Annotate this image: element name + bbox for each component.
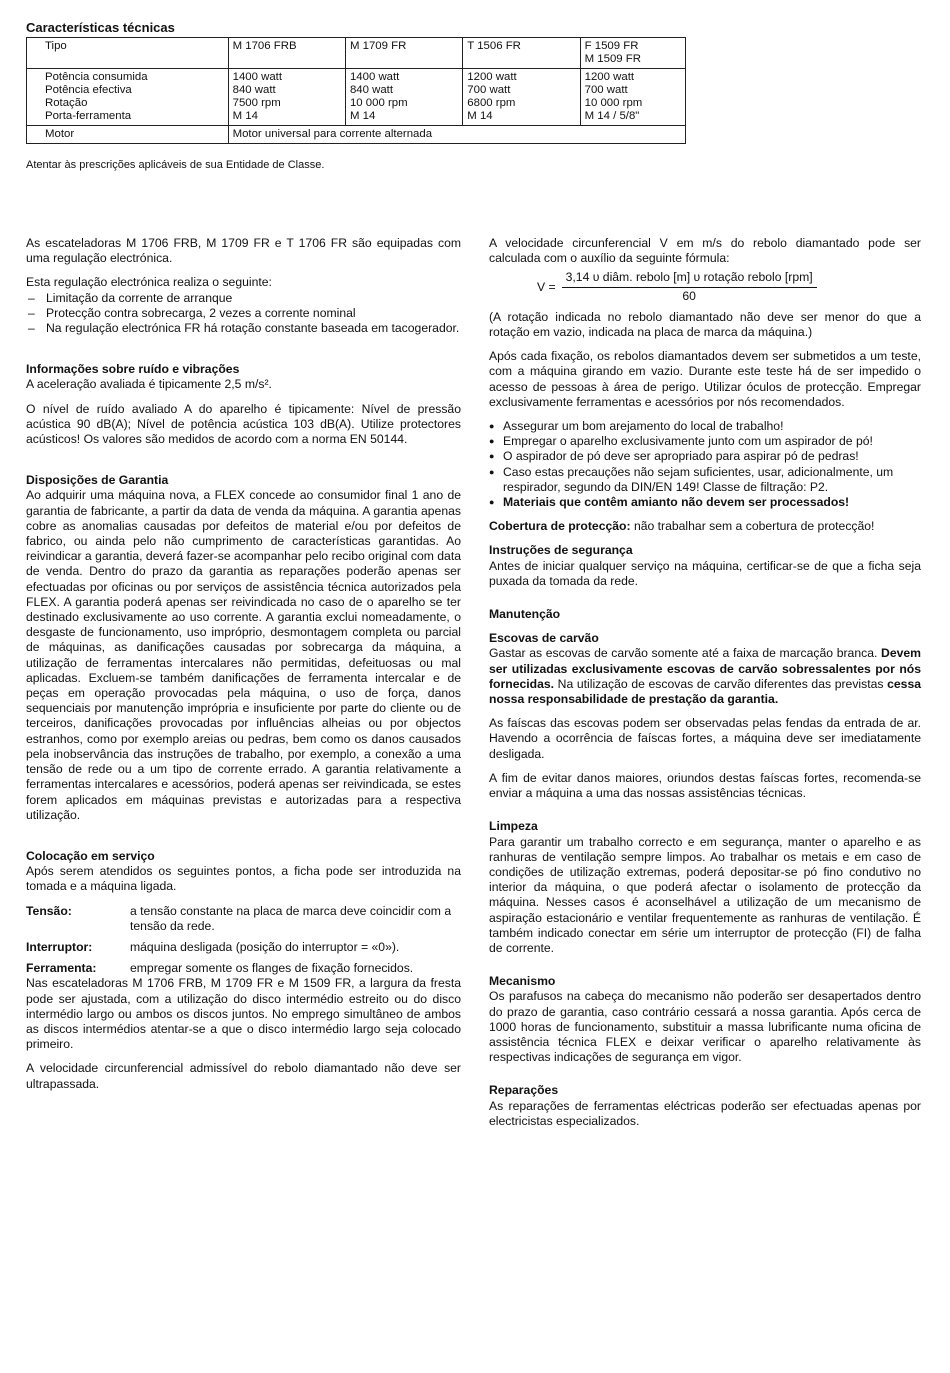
brush-text-2: Na utilização de escovas de carvão diferentes das previstas <box>557 676 884 691</box>
spec-value: M 14 <box>467 110 493 122</box>
service-heading: Colocação em serviço <box>26 848 155 863</box>
noise-heading: Informações sobre ruído e vibrações <box>26 362 240 377</box>
model-name: M 1706 FRB <box>228 38 345 69</box>
spec-value: M 14 <box>232 110 258 122</box>
spec-value: 1400 watt <box>232 71 283 83</box>
formula-numerator: 3,14 υ diâm. rebolo [m] υ rotação rebolo [rpm] <box>562 270 817 287</box>
spec-value: 1200 watt <box>584 71 635 83</box>
spec-label: Potência consumida <box>45 71 148 83</box>
model-name-line: M 1509 FR <box>584 53 641 65</box>
specs-note: Atentar às prescrições aplicáveis de sua Entidade de Classe. <box>26 159 325 171</box>
maintenance-heading: Manutenção <box>489 607 561 622</box>
repairs-paragraph: As reparações de ferramentas eléctricas poderão ser efectuadas apenas por electricistas especializados. <box>489 1098 921 1128</box>
spec-label: Rotação <box>45 97 88 109</box>
sparks-paragraph: As faíscas das escovas podem ser observadas pelas fendas da entrada de ar. Havendo a ocorrência de faíscas fortes, a máquina deve ser imediatamente desligada. <box>489 716 921 761</box>
switch-item <box>26 940 461 955</box>
service-paragraph: Após serem atendidos os seguintes pontos, a ficha pode ser introduzida na tomada e a máquina ligada. <box>26 864 461 894</box>
spec-value: 10 000 rpm <box>584 97 643 109</box>
spec-values <box>228 69 345 126</box>
fixation-paragraph: Após cada fixação, os rebolos diamantados devem ser submetidos a um teste, com a máquina girando em vazio. Durante este teste há de ser impedido o acesso de pessoas à área de perigo. Utilizar óculos de protecção. Empregar exclusivamente ferramentas e acessórios por nós recomendados. <box>489 349 921 409</box>
sparks-paragraph-2: A fim de evitar danos maiores, oriundos destas faíscas fortes, recomenda-se enviar a máquina a uma das nossas assistências técnicas. <box>489 770 921 801</box>
spec-value: M 14 <box>349 110 376 122</box>
brush-text-1: Gastar as escovas de carvão somente até a faixa de marcação branca. <box>489 646 878 661</box>
motor-label: Motor <box>27 126 229 144</box>
cover-text: não trabalhar sem a cobertura de protecção! <box>633 519 875 534</box>
safety-bullets <box>489 419 921 510</box>
switch-text: máquina desligada (posição do interruptor = «0»). <box>130 939 400 954</box>
spec-value: 6800 rpm <box>467 97 516 109</box>
tool-paragraph: Nas escateladoras M 1706 FRB, M 1709 FR e M 1509 FR, a largura da fresta pode ser ajustada, com a utilização do disco intermédio estreito ou do disco intermédio largo ou ambos os discos juntos. No emprego simultâneo de ambos as discos intermédios atentar-se a que o disco intermédio largo seja colocado primeiro. <box>26 976 461 1052</box>
brush-paragraph <box>489 646 921 707</box>
repairs-heading: Reparações <box>489 1083 559 1098</box>
cover-label: Cobertura de protecção: <box>489 519 631 534</box>
list-item: – Na regulação electrónica FR há rotação constante baseada em tacogerador. <box>26 321 461 336</box>
specs-header-row <box>27 38 686 69</box>
specs-motor-row <box>27 126 686 144</box>
spec-label: Porta-ferramenta <box>45 110 132 122</box>
spec-value: 840 watt <box>232 84 276 96</box>
spec-values <box>463 69 580 126</box>
regulation-list <box>26 291 461 337</box>
spec-labels <box>27 69 229 126</box>
cleaning-paragraph: Para garantir um trabalho correcto e em segurança, manter o aparelho e as ranhuras de ventilação sempre limpos. Ao trabalhar os metais e em caso de condições de utilização extremas, poderá depositar-se pó fino condutivo no interior da máquina, o que poderá afectar o isolamento de protecção da máquina. Nesses casos é aconselhável a utilização de um mecanismo de aspiração estacionário e ventilar frequentemente as ranhuras de ventilação. É também indicado conectar em série um interruptor de protecção (FI) de falha de corrente. <box>489 834 921 955</box>
type-label: Tipo <box>27 38 229 69</box>
warranty-paragraph: Ao adquirir uma máquina nova, a FLEX concede ao consumidor final 1 ano de garantia de fabricante, a partir da data de venda da máquina. A garantia apenas cobre as anomalias causadas por defeitos de material e/ou por defeitos de fabrico, ou ainda pelo não cumprimento de características garantidas. Ao reivindicar a garantia, deverá fazer-se acompanhar pelo recibo original com data de venda. Dentro do prazo da garantia as reparações poderão apenas ser efectuadas por oficinas ou por serviços de assistência técnica autorizados pela FLEX. A garantia poderá apenas ser reivindicada no caso de o aparelho se ter destinado exclusivamente ao uso corrente. A garantia exclui nomeadamente, o desgaste de funcionamento, uso impróprio, desmontagem completa ou parcial de máquinas, as danificações causadas por sobrecarga da máquina, a utilização de ferramentas intercalares não permitidas, defeituosas ou mal aplicadas. Excluem-se também danificações de ferramenta intercalar e de peças em operação provocadas pela máquina, o uso de força, danos sequenciais por manutenção imprópria e insuficiente por parte do cliente ou de terceiros, danificações provocadas por influências alheias ou por objectos estranhos, como por exemplo areias ou pedras, bem como os danos causados pela inobservância das instruções de trabalho, por exemplo, a conexão a uma tensão de rede ou a um tipo de corrente errado. A garantia relativamente a ferramentas intercalares e acessórios, poderá apenas ser reivindicada, se estes forem aplicados em máquinas previstas e autorizadas para a respectiva utilização. <box>26 488 461 822</box>
tension-text: a tensão constante na placa de marca deve coincidir com a tensão da rede. <box>130 903 452 933</box>
model-name <box>580 38 685 69</box>
list-item: ● Caso estas precauções não sejam suficientes, usar, adicionalmente, um respirador, segundo da DIN/EN 149! Classe de filtração: P2. <box>489 465 921 495</box>
spec-values <box>345 69 462 126</box>
formula-denominator: 60 <box>682 288 696 303</box>
noise-acceleration: A aceleração avaliada é tipicamente 2,5 m/s². <box>26 377 272 392</box>
list-item: – Protecção contra sobrecarga, 2 vezes a corrente nominal <box>26 306 461 321</box>
brush-heading: Escovas de carvão <box>489 631 599 646</box>
brush-bold-1: Devem ser utilizadas exclusivamente escovas de carvão sobressalentes por nós fornecidas. <box>489 646 921 691</box>
tension-item <box>26 904 461 934</box>
spec-value: 1400 watt <box>349 71 400 83</box>
formula-fraction <box>562 270 817 303</box>
mechanism-heading: Mecanismo <box>489 974 556 989</box>
noise-paragraph: O nível de ruído avaliado A do aparelho é tipicamente: Nível de pressão acústica 90 dB(A); Nível de potência acústica 103 dB(A). Utilize protectores acústicos! Os valores são medidos de acordo com a norma EN 50144. <box>26 401 461 447</box>
list-item: – Limitação da corrente de arranque <box>26 291 461 306</box>
list-item: ● Assegurar um bom arejamento do local de trabalho! <box>489 419 921 434</box>
left-column <box>26 236 461 1101</box>
speed-note: A velocidade circunferencial admissível do rebolo diamantado não deve ser ultrapassada. <box>26 1061 461 1091</box>
spec-value: 700 watt <box>584 84 628 96</box>
list-item: ● Empregar o aparelho exclusivamente junto com um aspirador de pó! <box>489 434 921 449</box>
intro-paragraph: As escateladoras M 1706 FRB, M 1709 FR e T 1706 FR são equipadas com uma regulação electrónica. <box>26 236 461 266</box>
specs-title: Características técnicas <box>26 20 175 35</box>
spec-label: Potência efectiva <box>45 84 132 96</box>
model-name: T 1506 FR <box>463 38 580 69</box>
tool-item <box>26 961 461 976</box>
model-name: M 1709 FR <box>345 38 462 69</box>
tool-text: empregar somente os flanges de fixação fornecidos. <box>130 961 414 976</box>
speed-formula <box>537 270 921 303</box>
list-item: ● O aspirador de pó deve ser apropriado para aspirar pó de pedras! <box>489 449 921 464</box>
spec-value: 700 watt <box>467 84 511 96</box>
specs-table <box>26 37 686 144</box>
brush-bold-2: cessa nossa responsabilidade de prestação da garantia. <box>489 676 921 707</box>
right-column <box>489 236 921 1138</box>
safety-paragraph: Antes de iniciar qualquer serviço na máquina, certificar-se de que a ficha seja puxada da tomada da rede. <box>489 558 921 588</box>
speed-intro: A velocidade circunferencial V em m/s do rebolo diamantado pode ser calculada com o auxílio da seguinte fórmula: <box>489 236 921 266</box>
list-item: ● Materiais que contêm amianto não devem ser processados! <box>489 495 921 510</box>
formula-v: V = <box>537 279 556 294</box>
warranty-heading: Disposições de Garantia <box>26 473 169 488</box>
cover-paragraph <box>489 519 921 534</box>
specs-values-row <box>27 69 686 126</box>
tool-label: Ferramenta: <box>26 961 97 976</box>
spec-value: 840 watt <box>349 84 394 96</box>
spec-value: M 14 / 5/8" <box>584 110 640 122</box>
spec-values <box>580 69 685 126</box>
tension-label: Tensão: <box>26 903 72 918</box>
safety-heading: Instruções de segurança <box>489 543 633 558</box>
spec-value: 1200 watt <box>467 71 517 83</box>
spec-value: 10 000 rpm <box>349 97 408 109</box>
regulation-intro: Esta regulação electrónica realiza o seguinte: <box>26 275 272 290</box>
motor-value: Motor universal para corrente alternada <box>228 126 685 144</box>
switch-label: Interruptor: <box>26 939 93 954</box>
speed-caveat: (A rotação indicada no rebolo diamantado não deve ser menor do que a rotação em vazio, indicada na placa de marca da máquina.) <box>489 309 921 340</box>
spec-value: 7500 rpm <box>232 97 281 109</box>
cleaning-heading: Limpeza <box>489 819 538 834</box>
model-name-line: F 1509 FR <box>584 40 639 52</box>
mechanism-paragraph: Os parafusos na cabeça do mecanismo não poderão ser desapertados dentro do prazo de garantia, caso contrário cessará a nossa garantia. Após cerca de 1000 horas de funcionamento, substituir a massa lubrificante numa oficina de assistência técnica FLEX e deixar verificar o aparelho relativamente às respectivas indicações de segurança em vigor. <box>489 989 921 1065</box>
